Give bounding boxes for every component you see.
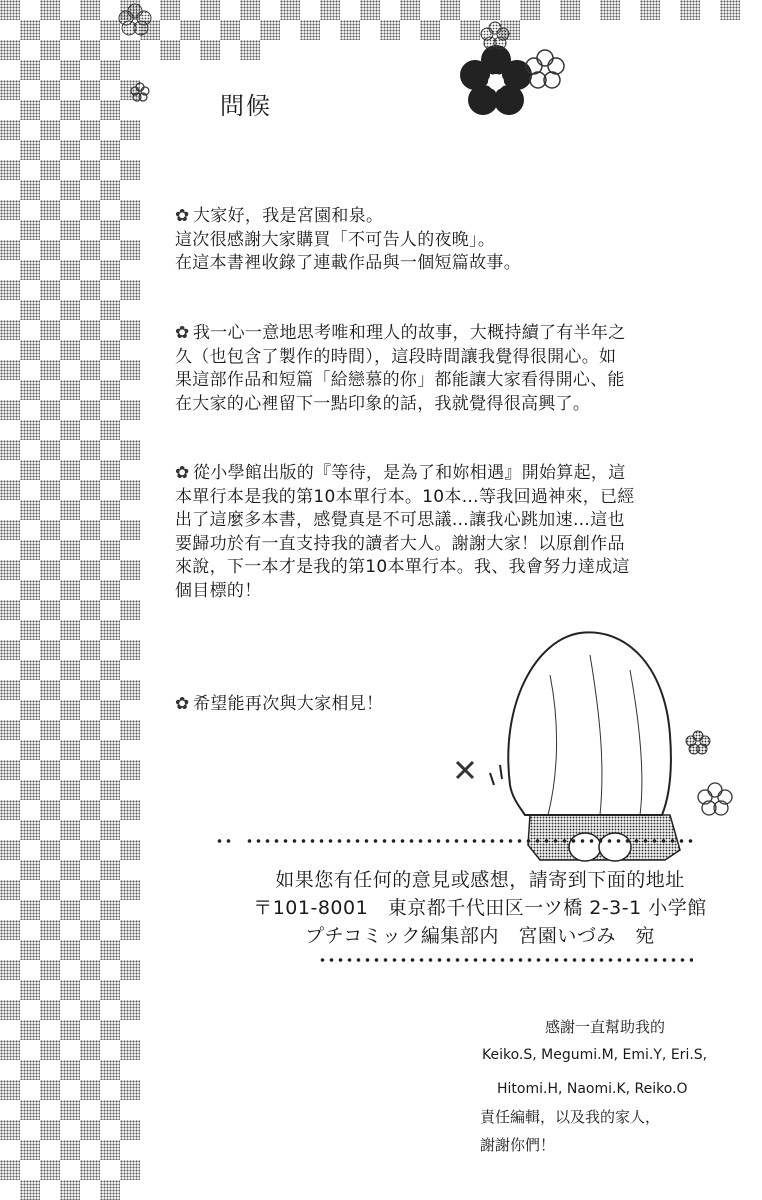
checker-square: [120, 600, 140, 620]
checker-square: [0, 760, 20, 780]
checker-square: [0, 200, 20, 220]
checker-square: [60, 500, 80, 520]
checker-square: [20, 780, 40, 800]
checker-square: [120, 800, 140, 820]
checker-square: [40, 800, 60, 820]
checker-square: [40, 560, 60, 580]
checker-square: [80, 280, 100, 300]
address-line: 如果您有任何的意見或感想，請寄到下面的地址: [275, 869, 685, 891]
checker-square: [100, 820, 120, 840]
checker-square: [60, 540, 80, 560]
checker-square: [20, 940, 40, 960]
checker-square: [60, 1020, 80, 1040]
checker-square: [20, 580, 40, 600]
checker-square: [120, 840, 140, 860]
checker-square: [20, 860, 40, 880]
checker-square: [20, 980, 40, 1000]
checker-square: [20, 700, 40, 720]
checker-square: [0, 560, 20, 580]
checker-square: [100, 420, 120, 440]
greeting-paragraph: ✿ 大家好，我是宮園和泉。 這次很感謝大家購買「不可告人的夜晚」。 在這本書裡收錄了連載作品與一個短篇故事。: [175, 206, 521, 273]
acknowledgements: 感謝一直幫助我的 Keiko.S, Megumi.M, Emi.Y, Eri.S, Hitomi.H, Naomi.K, Reiko.O 責任編輯，以及我的家人， 謝謝你們！: [480, 1018, 708, 1154]
checker-square: [80, 1040, 100, 1060]
page-title: 問候: [220, 92, 272, 120]
checker-square: [100, 740, 120, 760]
checker-square: [120, 1040, 140, 1060]
checker-square: [120, 520, 140, 540]
checker-square: [80, 360, 100, 380]
checker-square: [100, 220, 120, 240]
checker-square: [100, 1180, 120, 1200]
checker-square: [120, 920, 140, 940]
checker-square: [40, 1040, 60, 1060]
checker-square: [40, 1120, 60, 1140]
checker-square: [120, 1080, 140, 1100]
checker-square: [0, 1040, 20, 1060]
checker-square: [80, 1000, 100, 1020]
checker-square: [100, 580, 120, 600]
checker-square: [80, 440, 100, 460]
checker-square: [100, 940, 120, 960]
checker-square: [100, 340, 120, 360]
dotted-divider: [318, 957, 693, 963]
checker-square: [100, 540, 120, 560]
checker-square: [100, 1100, 120, 1120]
checker-square: [60, 660, 80, 680]
checker-square: [60, 940, 80, 960]
checker-square: [80, 560, 100, 580]
checker-square: [20, 900, 40, 920]
checker-square: [60, 740, 80, 760]
checker-square: [120, 640, 140, 660]
checker-square: [40, 480, 60, 500]
checker-square: [20, 660, 40, 680]
checker-square: [80, 240, 100, 260]
checker-square: [20, 460, 40, 480]
checker-square: [120, 1160, 140, 1180]
checker-square: [20, 1140, 40, 1160]
checker-square: [0, 1000, 20, 1020]
checker-square: [60, 900, 80, 920]
checker-square: [60, 820, 80, 840]
checker-square: [20, 740, 40, 760]
checker-square: [0, 520, 20, 540]
checker-square: [60, 620, 80, 640]
checker-square: [120, 1120, 140, 1140]
checker-square: [80, 640, 100, 660]
address-line: 〒101-8001 東京都千代田区一ツ橋 2-3-1 小学館: [253, 897, 707, 919]
address-line: プチコミック編集部内 宮園いづみ 宛: [305, 925, 655, 947]
checker-square: [100, 180, 120, 200]
flower-bullet-icon: ✿: [175, 463, 190, 483]
checker-square: [80, 1160, 100, 1180]
checker-square: [120, 1000, 140, 1020]
checker-square: [60, 860, 80, 880]
checker-square: [20, 620, 40, 640]
checker-square: [80, 960, 100, 980]
checker-square: [100, 1020, 120, 1040]
checker-square: [0, 840, 20, 860]
flower-bullet-icon: ✿: [175, 206, 190, 226]
checker-square: [60, 780, 80, 800]
checker-square: [0, 600, 20, 620]
checker-square: [40, 1080, 60, 1100]
checker-square: [0, 680, 20, 700]
checker-square: [20, 420, 40, 440]
bowing-character-illustration: [440, 615, 762, 875]
checker-square: [100, 300, 120, 320]
checker-square: [120, 760, 140, 780]
checker-square: [120, 320, 140, 340]
checker-square: [0, 960, 20, 980]
checker-square: [40, 880, 60, 900]
checker-square: [40, 600, 60, 620]
checker-square: [60, 980, 80, 1000]
checker-square: [20, 1060, 40, 1080]
checker-square: [0, 400, 20, 420]
checker-square: [120, 160, 140, 180]
checker-square: [40, 400, 60, 420]
checker-square: [40, 200, 60, 220]
checker-square: [60, 1140, 80, 1160]
checker-square: [40, 720, 60, 740]
checker-square: [20, 540, 40, 560]
checker-square: [20, 260, 40, 280]
checker-square: [0, 880, 20, 900]
mailing-address: [240, 866, 720, 950]
volume-paragraph: ✿ 從小學館出版的『等待，是為了和妳相遇』開始算起，這 本單行本是我的第10本單行本。10本…等我回過神來，已經 出了這麼多本書，感覺真是不可思議…讓我心跳加速…這也 要歸功於有一直支持我的讀者大人。謝謝大家！以原創作品 來說，下一本才是我的第10本單行本。我、我會努力達成這 個目標的！: [175, 463, 635, 601]
checker-square: [20, 1100, 40, 1120]
checker-square: [100, 1140, 120, 1160]
checker-square: [20, 220, 40, 240]
checker-square: [0, 280, 20, 300]
checker-square: [120, 440, 140, 460]
checker-square: [100, 460, 120, 480]
checker-square: [120, 480, 140, 500]
checker-square: [120, 200, 140, 220]
checker-square: [40, 160, 60, 180]
checker-square: [120, 240, 140, 260]
checker-square: [60, 220, 80, 240]
checker-square: [40, 1000, 60, 1020]
checker-square: [0, 160, 20, 180]
checker-square: [40, 760, 60, 780]
checker-square: [80, 760, 100, 780]
checker-square: [80, 320, 100, 340]
checker-square: [20, 1020, 40, 1040]
checker-square: [0, 440, 20, 460]
checker-square: [60, 420, 80, 440]
checker-square: [60, 1060, 80, 1080]
checker-square: [80, 520, 100, 540]
checker-square: [40, 240, 60, 260]
checker-square: [60, 460, 80, 480]
checker-square: [0, 640, 20, 660]
dotted-divider: [215, 838, 235, 844]
checker-square: [40, 520, 60, 540]
checker-square: [120, 960, 140, 980]
checker-square: [40, 680, 60, 700]
checker-square: [0, 800, 20, 820]
checker-square: [100, 1060, 120, 1080]
checker-square: [100, 500, 120, 520]
checker-square: [100, 380, 120, 400]
checker-square: [80, 680, 100, 700]
checker-square: [60, 1180, 80, 1200]
checker-square: [100, 860, 120, 880]
checker-square: [80, 1080, 100, 1100]
flower-bullet-icon: ✿: [175, 323, 190, 343]
checker-square: [40, 280, 60, 300]
checker-square: [0, 480, 20, 500]
checker-square: [40, 440, 60, 460]
checker-square: [80, 880, 100, 900]
checker-square: [80, 200, 100, 220]
closing-paragraph: ✿ 希望能再次與大家相見！: [175, 693, 715, 717]
checker-square: [40, 320, 60, 340]
checker-square: [100, 780, 120, 800]
checker-square: [0, 920, 20, 940]
checker-square: [120, 880, 140, 900]
checker-square: [0, 360, 20, 380]
checker-square: [120, 680, 140, 700]
checker-square: [0, 240, 20, 260]
checker-square: [100, 900, 120, 920]
checker-square: [20, 500, 40, 520]
checker-square: [80, 600, 100, 620]
checker-square: [60, 580, 80, 600]
flower-bullet-icon: ✿: [175, 694, 190, 714]
dotted-divider: [245, 838, 695, 844]
checker-square: [40, 960, 60, 980]
checker-square: [40, 1160, 60, 1180]
checker-square: [100, 700, 120, 720]
checker-square: [60, 1100, 80, 1120]
checker-square: [80, 1120, 100, 1140]
story-paragraph: ✿ 我一心一意地思考唯和理人的故事，大概持續了有半年之 久（也包含了製作的時間），這段時間讓我覺得很開心。如 果這部作品和短篇「給戀慕的你」都能讓大家看得開心、能 在大家的心裡留下一點印象的話，我就覺得很高興了。: [175, 323, 626, 414]
checker-square: [20, 1180, 40, 1200]
checker-square: [80, 720, 100, 740]
checker-square: [40, 640, 60, 660]
checker-square: [0, 720, 20, 740]
checker-square: [120, 360, 140, 380]
checker-square: [60, 300, 80, 320]
checker-square: [40, 360, 60, 380]
checker-square: [0, 320, 20, 340]
checker-square: [20, 820, 40, 840]
checker-square: [120, 560, 140, 580]
checker-square: [80, 840, 100, 860]
checker-square: [80, 480, 100, 500]
checker-square: [120, 280, 140, 300]
checker-square: [60, 340, 80, 360]
checker-square: [40, 840, 60, 860]
checker-square: [120, 720, 140, 740]
checker-square: [0, 1080, 20, 1100]
checker-square: [0, 1160, 20, 1180]
checker-square: [60, 380, 80, 400]
checker-square: [100, 260, 120, 280]
checker-square: [80, 400, 100, 420]
checker-square: [60, 700, 80, 720]
checker-square: [80, 920, 100, 940]
checker-square: [0, 1120, 20, 1140]
checker-square: [20, 340, 40, 360]
checker-square: [80, 800, 100, 820]
checker-square: [120, 400, 140, 420]
checker-square: [60, 260, 80, 280]
checker-square: [60, 180, 80, 200]
checker-square: [100, 980, 120, 1000]
checker-square: [40, 920, 60, 940]
checker-square: [100, 660, 120, 680]
checker-square: [80, 160, 100, 180]
checker-square: [20, 300, 40, 320]
flower-decoration-icon: [0, 0, 762, 160]
checker-square: [20, 380, 40, 400]
checker-square: [20, 180, 40, 200]
checker-square: [100, 620, 120, 640]
